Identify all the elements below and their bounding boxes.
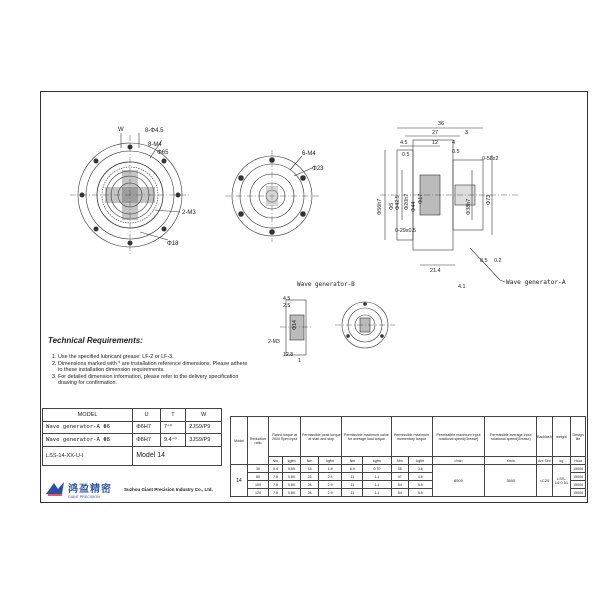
value-cell: 1.1 (363, 473, 391, 481)
value-cell: 3.6 (409, 465, 432, 473)
value-cell: 47 (391, 473, 409, 481)
value-cell: 2.9 (318, 489, 341, 497)
value-cell: 1.1 (363, 489, 391, 497)
t-header: T (160, 409, 185, 422)
life-cell: 15000 (571, 465, 586, 473)
ratio-cell: 30 (248, 465, 269, 473)
life-cell: 15000 (571, 489, 586, 497)
callout-d23: Φ23 (312, 166, 324, 172)
dim-d38h7: Φ38h7 (466, 198, 472, 215)
w-cell: 3JS9/P9 (186, 434, 222, 447)
dim-d17: Φ17 (418, 193, 424, 204)
unit-cell: Hour (571, 457, 586, 465)
dim-b-2-m3: 2-M3 (268, 339, 280, 345)
spec-header: Permissible maximum input rotational speed(Grease) (432, 417, 485, 457)
value-cell: 5.5 (409, 481, 432, 489)
value-cell: 0.80 (282, 489, 300, 497)
life-cell: 15000 (571, 473, 586, 481)
value-cell: 5.4 (269, 465, 283, 473)
dim-d5: Φ5 (389, 202, 395, 210)
unit-cell: kgfm (282, 457, 300, 465)
callout-2-m3: 2-M3 (182, 210, 196, 216)
dim-21-4: 21.4 (430, 268, 441, 274)
dim-3: 3 (465, 130, 468, 136)
dim-b-4-5: 4.5 (283, 296, 291, 302)
value-cell: 18 (301, 465, 319, 473)
spec-header: Permissible maximum value for average load torque (342, 417, 391, 457)
requirements-title: Technical Requirements: (48, 336, 143, 345)
value-cell: 5.5 (409, 489, 432, 497)
dim-0-5a: 0.5 (402, 152, 410, 158)
dim-d42-5: Φ42.5 (395, 195, 401, 210)
value-cell: 4.8 (409, 473, 432, 481)
ratio-cell: 80 (248, 473, 269, 481)
u-cell: Φ8H7 (133, 434, 161, 447)
u-cell: Φ6H7 (133, 421, 161, 434)
spec-header: Design life (571, 417, 586, 457)
dim-d20h7: Φ20h7 (404, 193, 410, 210)
dim-8-5: 8.5 (480, 258, 488, 264)
callout-6-m4: 6-M4 (302, 151, 316, 157)
technical-requirements (48, 338, 248, 386)
avg-speed-cell: 3500 (485, 465, 537, 497)
dim-0-29x0-5: 0-29x0.5 (395, 228, 416, 234)
model-header: MODEL (43, 409, 133, 422)
value-cell: 11 (342, 481, 363, 489)
requirement-item: 3. For detailed dimension information, please refer to the delivery specification drawing for confirmation. (58, 374, 248, 387)
unit-cell: Nm (301, 457, 319, 465)
dim-b-1: 1 (298, 358, 301, 364)
dim-36: 36 (438, 121, 444, 127)
dim-b-d14: Φ14 (292, 320, 298, 330)
spec-header: Permissible average input rotational speed(Grease) (485, 417, 537, 457)
spec-header: weight (552, 417, 570, 457)
value-cell: 1.8 (318, 465, 341, 473)
company-logo-block (44, 478, 254, 500)
spec-header: Backlash (537, 417, 553, 457)
callout-8-m4: 8-M4 (148, 142, 162, 148)
spec-header: Model (231, 417, 248, 465)
ratio-cell: 120 (248, 489, 269, 497)
value-cell: 7.8 (269, 489, 283, 497)
part-number: LSS-14-XX-U-I (43, 446, 133, 465)
value-cell: 0.55 (282, 465, 300, 473)
dim-4-5: 4.5 (400, 140, 408, 146)
spec-header: Rated torque at 2000 Rpm input (269, 417, 301, 457)
model-cell: 14 (231, 465, 248, 497)
label-wave-generator-b: Wave generator-B (297, 281, 355, 288)
value-cell: 7.8 (269, 481, 283, 489)
value-cell: 54 (391, 481, 409, 489)
model-cell: Wave generator-A Φ6 (43, 421, 133, 434)
dim-d73: Φ73 (486, 194, 492, 205)
unit-cell: r/min (432, 457, 485, 465)
spec-header: Permissible maximum momentary torque (391, 417, 432, 457)
callout-d18: Φ18 (167, 241, 179, 247)
unit-cell: Nm (269, 457, 283, 465)
backlash-cell: <C20 (537, 465, 553, 497)
dim-0-5b: 0.5 (452, 149, 460, 155)
unit-cell: Arc Sec (538, 458, 551, 463)
value-cell: 28 (301, 481, 319, 489)
t-cell: 7⁺⁰ (160, 421, 185, 434)
dim-12: 12 (432, 140, 438, 146)
callout-w: W (118, 127, 124, 133)
value-cell: 7.8 (269, 473, 283, 481)
dim-b-2-5: 2.5 (283, 303, 291, 309)
t-cell: 9.4⁺⁰ (160, 434, 185, 447)
w-header: W (186, 409, 222, 422)
company-name-cn: 鸿盈精密 (68, 483, 112, 495)
giant-logo-icon (44, 480, 66, 498)
value-cell: 0.70 (363, 465, 391, 473)
value-cell: 2.9 (318, 481, 341, 489)
unit-cell: r/min (485, 457, 537, 465)
value-cell: 2.4 (318, 473, 341, 481)
front-view-a (70, 133, 190, 255)
value-cell: 0.80 (282, 481, 300, 489)
value-cell: 28 (301, 489, 319, 497)
callout-d65: Φ65 (157, 150, 169, 156)
dim-0-58x2: 0-58x2 (482, 156, 499, 162)
value-cell: 11 (342, 489, 363, 497)
unit-cell: Nm (391, 457, 409, 465)
label-wave-generator-a: Wave generator-A (506, 279, 566, 286)
life-cell: 15000 (571, 481, 586, 489)
dim-d44: Φ44 (411, 201, 417, 212)
max-speed-cell: 8500 (432, 465, 485, 497)
w-cell: 2JS9/P9 (186, 421, 222, 434)
front-view-b (225, 150, 320, 242)
ratio-cell: 100 (248, 481, 269, 489)
value-cell: 11 (342, 473, 363, 481)
dim-0-2: 0.2 (494, 258, 502, 264)
requirement-item: 1. Use the specified lubricant grease: LF-2 or LF-3. (58, 354, 248, 360)
dim-27: 27 (432, 130, 438, 136)
dim-4: 4 (452, 140, 455, 146)
spec-header: Reduction ratio (248, 417, 269, 465)
u-header: U (133, 409, 161, 422)
spec-table (230, 416, 586, 497)
value-cell: 35 (391, 465, 409, 473)
dim-b-12-8: 12.8 (283, 352, 294, 358)
value-cell: 1.1 (363, 481, 391, 489)
dim-d56h7: Φ56h7 (377, 198, 383, 215)
unit-cell: kgfm (409, 457, 432, 465)
company-full-name: Suzhou Giant Precision Industry Co., Ltd. (124, 486, 213, 492)
unit-cell: Nm (342, 457, 363, 465)
requirement-item: 2. Dimensions marked with * are installation reference dimensions. Please adhere to these installation dimension requirements. (58, 361, 248, 374)
spec-header: Permissible peak torque at start and stop (301, 417, 342, 457)
value-cell: 6.9 (342, 465, 363, 473)
model-cell: Wave generator-A Φ8 (43, 434, 133, 447)
value-cell: 0.80 (282, 473, 300, 481)
unit-cell: kg (552, 457, 570, 465)
value-cell: 23 (301, 473, 319, 481)
dim-4-1: 4.1 (458, 284, 466, 290)
model-table (42, 408, 222, 466)
callout-8-d4-5: 8-Φ4.5 (145, 128, 164, 134)
value-cell: 54 (391, 489, 409, 497)
model-name: Model 14 (133, 446, 222, 465)
company-name-en: GIANT PRECISION (68, 494, 100, 499)
unit-cell: kgfm (318, 457, 341, 465)
unit-cell: kgfm (363, 457, 391, 465)
weight-cell: LSS-14:0.51 (552, 465, 570, 497)
